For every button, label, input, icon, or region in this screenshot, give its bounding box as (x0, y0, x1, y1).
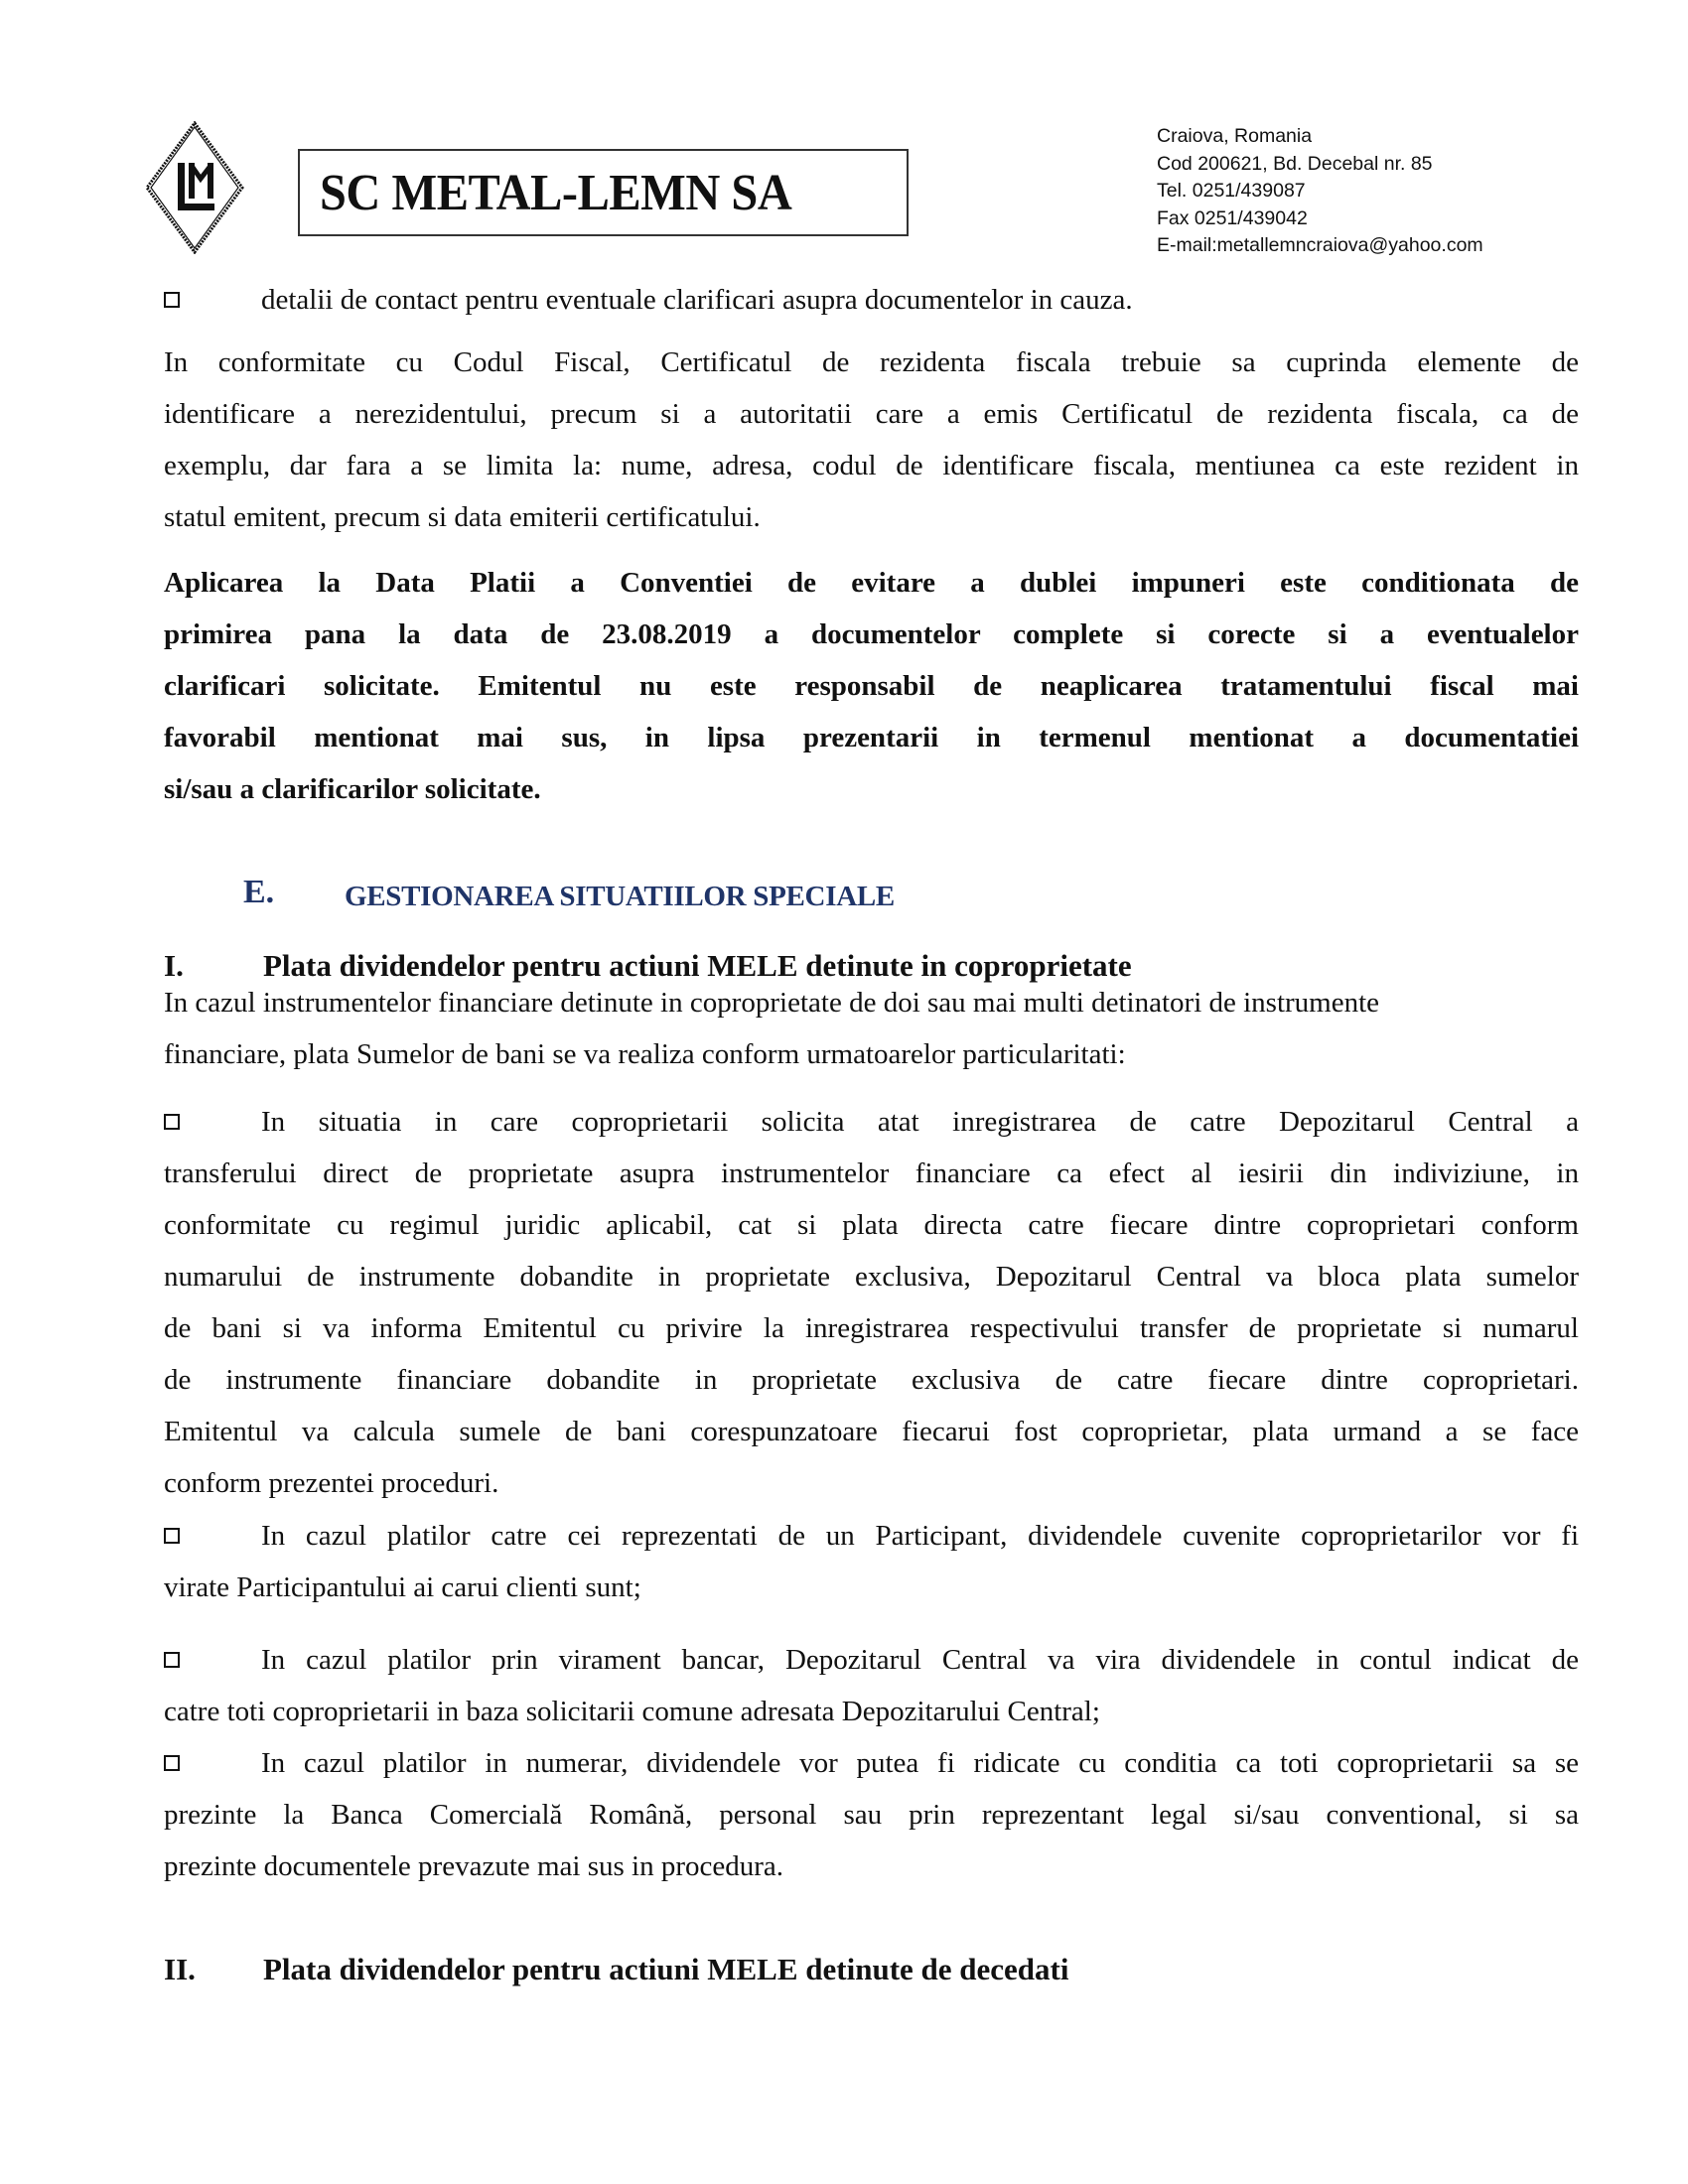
bullet-first-line (164, 1518, 1579, 1554)
lm-diamond-logo-icon (145, 121, 244, 254)
paragraph-line: catre toti coproprietarii in baza solicitarii comune adresata Depozitarului Central; (164, 1696, 1100, 1727)
paragraph-line: Emitentul va calcula sumele de bani corespunzatoare fiecarui fost coproprietar, plata urmand a se face (164, 1416, 1579, 1447)
paragraph-line: statul emitent, precum si data emiterii certificatului. (164, 501, 761, 533)
paragraph-line: prezinte documentele prevazute mai sus in procedura. (164, 1850, 784, 1882)
bullet-text: detalii de contact pentru eventuale clarificari asupra documentelor in cauza. (261, 284, 1133, 316)
contact-phone: Tel. 0251/439087 (1157, 180, 1306, 202)
checkbox-bullet-icon (164, 1755, 180, 1771)
checkbox-bullet-icon (164, 1652, 180, 1668)
paragraph-line: identificare a nerezidentului, precum si a autoritatii care a emis Certificatul de rezidenta fiscala, ca de (164, 398, 1579, 430)
contact-address: Cod 200621, Bd. Decebal nr. 85 (1157, 152, 1433, 175)
paragraph-line: de instrumente financiare dobandite in proprietate exclusiva de catre fiecare dintre coproprietari. (164, 1364, 1579, 1396)
bullet-text: In cazul platilor catre cei reprezentati de un Participant, dividendele cuvenite coproprietarilor vor fi (261, 1520, 1579, 1552)
paragraph-line: primirea pana la data de 23.08.2019 a documentelor complete si corecte si a eventualelor (164, 618, 1579, 650)
company-logo (145, 121, 244, 254)
subsection-2-number: II. (164, 1952, 196, 1986)
paragraph-line: In conformitate cu Codul Fiscal, Certificatul de rezidenta fiscala trebuie sa cuprinda elemente de (164, 346, 1579, 378)
subsection-2-title: Plata dividendelor pentru actiuni MELE detinute de decedati (263, 1952, 1069, 1986)
paragraph-line: conformitate cu regimul juridic aplicabil, cat si plata directa catre fiecare dintre coproprietari conform (164, 1209, 1579, 1241)
section-e-title: GESTIONAREA SITUATIILOR SPECIALE (345, 881, 895, 912)
paragraph-line: numarului de instrumente dobandite in proprietate exclusiva, Depozitarul Central va bloca plata sumelor (164, 1261, 1579, 1293)
paragraph-line: prezinte la Banca Comercială Română, personal sau prin reprezentant legal si/sau conventional, si sa (164, 1799, 1579, 1831)
bullet-text: In cazul platilor in numerar, dividendele vor putea fi ridicate cu conditia ca toti coproprietarii sa se (261, 1747, 1579, 1779)
bullet-first-line (164, 1745, 1579, 1781)
paragraph-line: conform prezentei proceduri. (164, 1467, 499, 1499)
bullet-first-line (164, 1104, 1579, 1140)
contact-email[interactable]: E-mail:metallemncraiova@yahoo.com (1157, 234, 1483, 256)
paragraph-line: clarificari solicitate. Emitentul nu este responsabil de neaplicarea tratamentului fiscal mai (164, 670, 1579, 702)
paragraph-line: transferului direct de proprietate asupra instrumentelor financiare ca efect al iesirii din indiviziune, in (164, 1158, 1579, 1189)
bullet-text: In situatia in care coproprietarii solicita atat inregistrarea de catre Depozitarul Central a (261, 1106, 1579, 1138)
paragraph-line: exemplu, dar fara a se limita la: nume, adresa, codul de identificare fiscala, mentiunea ca este rezident in (164, 450, 1579, 481)
contact-block (1157, 123, 1483, 260)
company-name-box (298, 149, 909, 236)
paragraph-line: financiare, plata Sumelor de bani se va realiza conform urmatoarelor particularitati: (164, 1038, 1126, 1070)
section-e-letter: E. (243, 874, 275, 910)
paragraph-line: Aplicarea la Data Platii a Conventiei de evitare a dublei impuneri este conditionata de (164, 567, 1579, 599)
subsection-1-title: Plata dividendelor pentru actiuni MELE detinute in coproprietate (263, 948, 1132, 983)
contact-city: Craiova, Romania (1157, 125, 1313, 147)
checkbox-bullet-icon (164, 1114, 180, 1130)
paragraph-line: si/sau a clarificarilor solicitate. (164, 773, 541, 805)
bullet-first-line (164, 1642, 1579, 1678)
company-name: SC METAL-LEMN SA (320, 164, 792, 221)
bullet-text: In cazul platilor prin virament bancar, Depozitarul Central va vira dividendele in contul indicat de (261, 1644, 1579, 1676)
paragraph-line: virate Participantului ai carui clienti sunt; (164, 1571, 641, 1603)
bullet-item-contact-details (164, 282, 1579, 318)
subsection-1-number: I. (164, 948, 184, 983)
contact-fax: Fax 0251/439042 (1157, 206, 1308, 229)
checkbox-bullet-icon (164, 1528, 180, 1544)
checkbox-bullet-icon (164, 292, 180, 308)
paragraph-line: de bani si va informa Emitentul cu privire la inregistrarea respectivului transfer de proprietate si numarul (164, 1312, 1579, 1344)
paragraph-line: In cazul instrumentelor financiare detinute in coproprietate de doi sau mai multi detinatori de instrumente (164, 987, 1380, 1019)
paragraph-line: favorabil mentionat mai sus, in lipsa prezentarii in termenul mentionat a documentatiei (164, 722, 1579, 753)
